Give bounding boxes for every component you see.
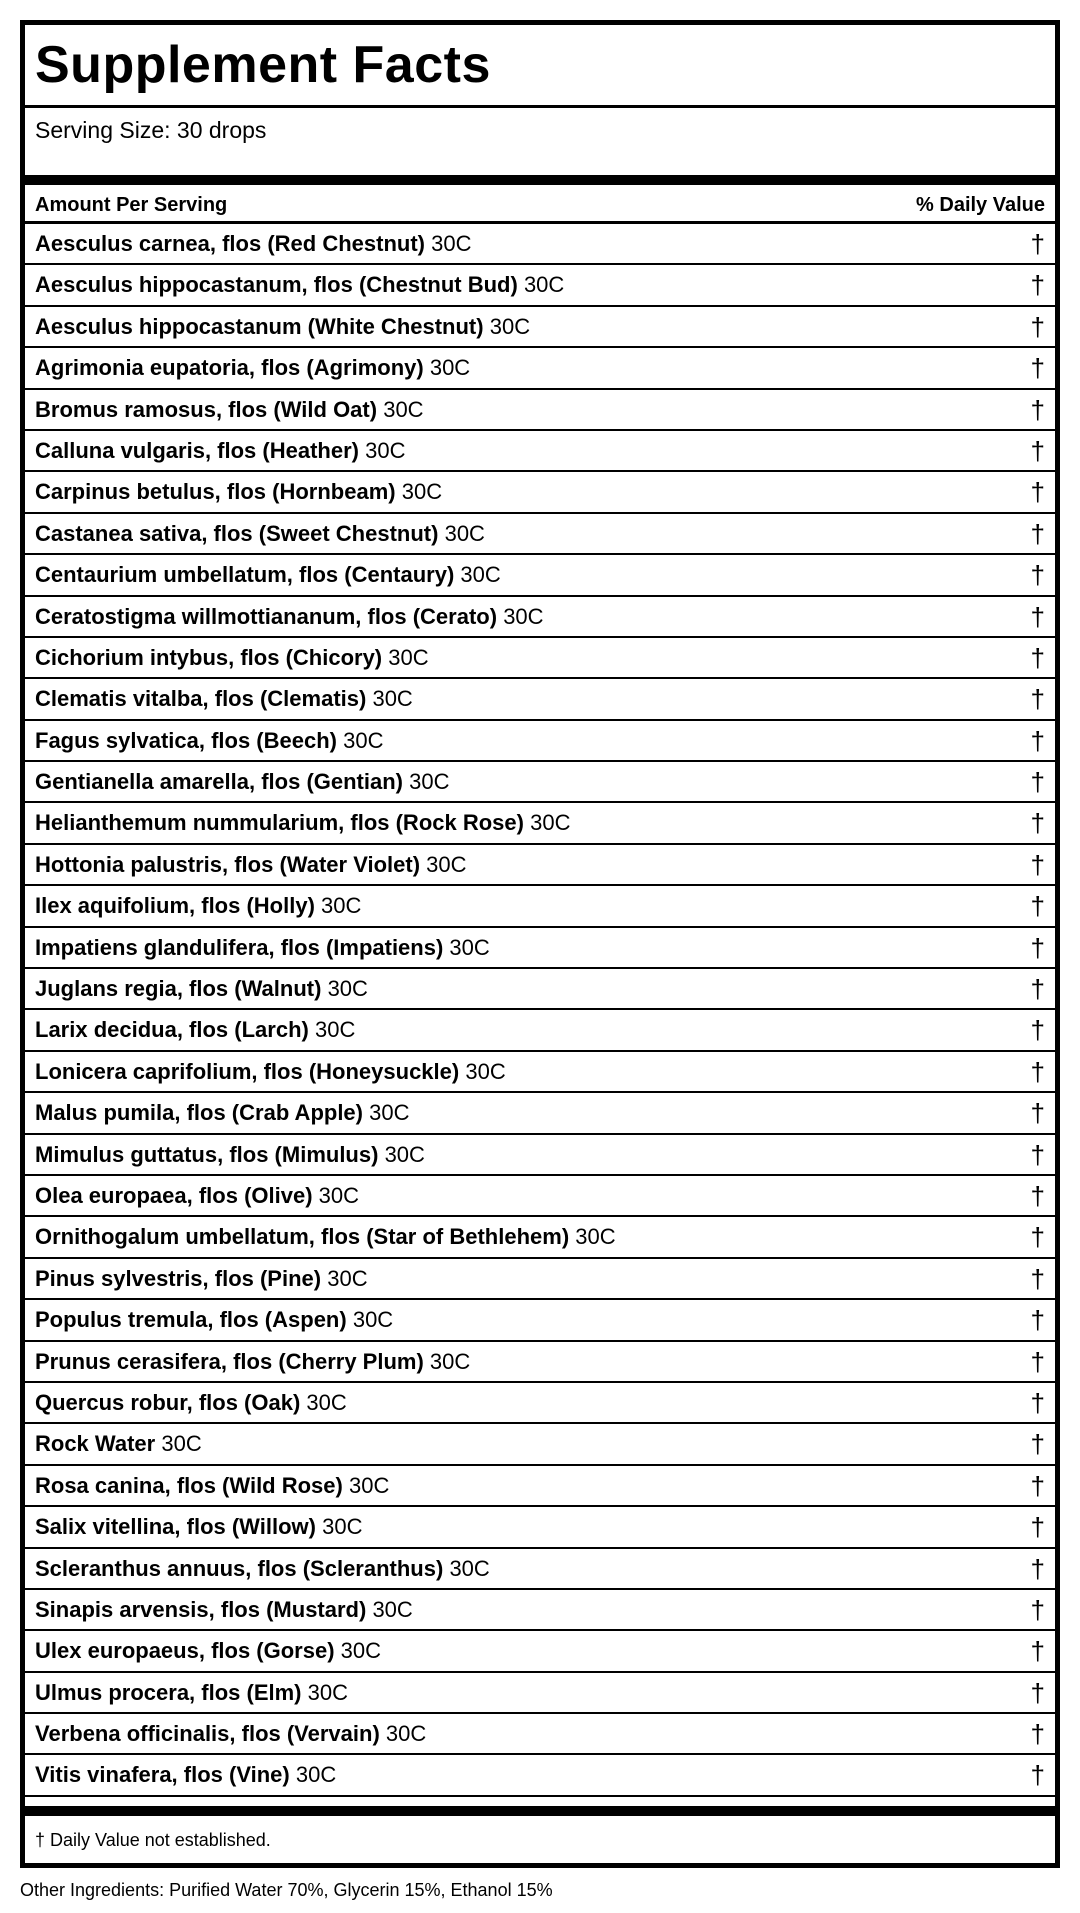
ingredient-name (35, 437, 405, 465)
ingredient-amount: 30C (426, 851, 467, 877)
ingredient-row (25, 1549, 1055, 1590)
ingredient-latin-name: Fagus sylvatica, flos (Beech) (35, 727, 337, 753)
ingredient-name (35, 975, 368, 1003)
ingredient-latin-name: Impatiens glandulifera, flos (Impatiens) (35, 934, 444, 960)
ingredient-amount: 30C (352, 1307, 394, 1333)
ingredient-name (35, 1679, 348, 1707)
ingredient-name (35, 1596, 413, 1624)
ingredient-latin-name: Centaurium umbellatum, flos (Centaury) (35, 562, 455, 588)
ingredient-daily-value: † (1030, 642, 1045, 673)
ingredient-daily-value: † (1030, 1636, 1045, 1667)
ingredient-row (25, 679, 1055, 720)
ingredient-name (35, 1430, 202, 1458)
ingredient-daily-value: † (1030, 974, 1045, 1005)
ingredient-amount: 30C (385, 1721, 427, 1747)
ingredient-list (25, 224, 1055, 1797)
ingredient-amount: 30C (388, 644, 429, 670)
ingredient-latin-name: Salix vitellina, flos (Willow) (35, 1514, 316, 1540)
ingredient-latin-name: Rock Water (35, 1431, 156, 1457)
ingredient-name (35, 1058, 506, 1086)
daily-value-label: % Daily Value (916, 194, 1045, 216)
ingredient-name (35, 1389, 347, 1417)
ingredient-name (35, 1306, 393, 1334)
ingredient-row (25, 1176, 1055, 1217)
ingredient-amount: 30C (431, 231, 472, 256)
column-header (25, 185, 1055, 224)
ingredient-row (25, 472, 1055, 513)
ingredient-row (25, 721, 1055, 762)
ingredient-daily-value: † (1030, 1594, 1045, 1625)
ingredient-daily-value: † (1030, 849, 1045, 880)
ingredient-latin-name: Clematis vitalba, flos (Clematis) (35, 686, 367, 712)
ingredient-latin-name: Vitis vinafera, flos (Vine) (35, 1762, 290, 1788)
footnote: † Daily Value not established. (35, 1830, 271, 1850)
ingredient-latin-name: Ornithogalum umbellatum, flos (Star of Bethlehem) (35, 1224, 570, 1250)
ingredient-daily-value: † (1030, 1512, 1045, 1543)
ingredient-amount: 30C (465, 1058, 506, 1084)
ingredient-latin-name: Rosa canina, flos (Wild Rose) (35, 1472, 343, 1498)
ingredient-daily-value: † (1030, 1677, 1045, 1708)
ingredient-name (35, 727, 383, 755)
ingredient-name (35, 892, 361, 920)
ingredient-latin-name: Mimulus guttatus, flos (Mimulus) (35, 1141, 379, 1167)
ingredient-name (35, 520, 485, 548)
ingredient-daily-value: † (1030, 1139, 1045, 1170)
ingredient-daily-value: † (1030, 229, 1045, 259)
ingredient-amount: 30C (318, 1182, 360, 1208)
ingredient-daily-value: † (1030, 518, 1045, 549)
ingredient-daily-value: † (1030, 725, 1045, 756)
ingredient-name (35, 603, 544, 631)
ingredient-amount: 30C (429, 355, 471, 381)
ingredient-latin-name: Aesculus hippocastanum (White Chestnut) (35, 313, 484, 339)
ingredient-daily-value: † (1030, 1553, 1045, 1584)
ingredient-name (35, 230, 471, 258)
ingredient-amount: 30C (449, 934, 490, 960)
ingredient-amount: 30C (401, 479, 443, 505)
ingredient-latin-name: Pinus sylvestris, flos (Pine) (35, 1265, 322, 1291)
ingredient-name (35, 1761, 336, 1789)
ingredient-name (35, 478, 442, 506)
ingredient-latin-name: Cichorium intybus, flos (Chicory) (35, 644, 383, 670)
ingredient-row (25, 928, 1055, 969)
ingredient-amount: 30C (369, 1100, 410, 1126)
ingredient-latin-name: Populus tremula, flos (Aspen) (35, 1307, 347, 1333)
ingredient-amount: 30C (503, 603, 544, 629)
ingredient-name (35, 1513, 362, 1541)
ingredient-daily-value: † (1030, 1056, 1045, 1087)
ingredient-name (35, 1182, 359, 1210)
ingredient-name (35, 1099, 409, 1127)
ingredient-latin-name: Calluna vulgaris, flos (Heather) (35, 437, 359, 463)
ingredient-name (35, 809, 570, 837)
ingredient-amount: 30C (523, 272, 565, 298)
ingredient-daily-value: † (1030, 1015, 1045, 1046)
ingredient-latin-name: Olea europaea, flos (Olive) (35, 1182, 313, 1208)
serving-size-section (25, 108, 1055, 185)
ingredient-daily-value: † (1030, 1387, 1045, 1418)
ingredient-daily-value: † (1030, 311, 1045, 342)
ingredient-amount: 30C (444, 520, 485, 546)
ingredient-amount: 30C (372, 686, 413, 712)
ingredient-daily-value: † (1030, 353, 1045, 384)
ingredient-latin-name: Aesculus carnea, flos (Red Chestnut) (35, 231, 425, 256)
ingredient-row (25, 1424, 1055, 1465)
ingredient-amount: 30C (384, 1141, 425, 1167)
ingredient-row (25, 762, 1055, 803)
ingredient-amount: 30C (327, 1265, 368, 1291)
ingredient-latin-name: Ulex europaeus, flos (Gorse) (35, 1638, 335, 1664)
ingredient-name (35, 1265, 368, 1293)
ingredient-row (25, 1590, 1055, 1631)
ingredient-row (25, 1052, 1055, 1093)
ingredient-latin-name: Scleranthus annuus, flos (Scleranthus) (35, 1555, 444, 1581)
ingredient-amount: 30C (314, 1017, 356, 1043)
ingredient-row (25, 265, 1055, 306)
ingredient-row (25, 1383, 1055, 1424)
ingredient-amount: 30C (530, 810, 571, 836)
ingredient-name (35, 1720, 426, 1748)
ingredient-amount: 30C (322, 1514, 363, 1540)
ingredient-row (25, 307, 1055, 348)
ingredient-amount: 30C (429, 1348, 471, 1374)
supplement-facts-panel (20, 20, 1060, 1868)
ingredient-row (25, 1300, 1055, 1341)
ingredient-amount: 30C (365, 437, 406, 463)
ingredient-row (25, 845, 1055, 886)
ingredient-name (35, 1555, 490, 1583)
ingredient-name (35, 1223, 616, 1251)
ingredient-row (25, 1217, 1055, 1258)
ingredient-row (25, 390, 1055, 431)
ingredient-daily-value: † (1030, 1263, 1045, 1294)
ingredient-name (35, 1141, 425, 1169)
ingredient-latin-name: Castanea sativa, flos (Sweet Chestnut) (35, 520, 439, 546)
ingredient-daily-value: † (1030, 1346, 1045, 1377)
ingredient-daily-value: † (1030, 270, 1045, 301)
ingredient-amount: 30C (340, 1638, 382, 1664)
ingredient-row (25, 1259, 1055, 1300)
ingredient-latin-name: Ulmus procera, flos (Elm) (35, 1679, 302, 1705)
serving-size: Serving Size: 30 drops (35, 117, 267, 143)
ingredient-row (25, 348, 1055, 389)
ingredient-latin-name: Larix decidua, flos (Larch) (35, 1017, 309, 1043)
ingredient-amount: 30C (348, 1472, 390, 1498)
ingredient-name (35, 644, 429, 672)
title-bar (25, 25, 1055, 108)
ingredient-daily-value: † (1030, 1470, 1045, 1501)
ingredient-latin-name: Gentianella amarella, flos (Gentian) (35, 769, 403, 795)
ingredient-name (35, 768, 449, 796)
ingredient-daily-value: † (1030, 1305, 1045, 1336)
ingredient-daily-value: † (1030, 1429, 1045, 1460)
ingredient-row (25, 224, 1055, 265)
ingredient-latin-name: Ceratostigma willmottiananum, flos (Cerato) (35, 603, 498, 629)
ingredient-row (25, 1093, 1055, 1134)
ingredient-daily-value: † (1030, 684, 1045, 715)
ingredient-name (35, 396, 424, 424)
ingredient-daily-value: † (1030, 767, 1045, 798)
ingredient-row (25, 1755, 1055, 1796)
ingredient-name (35, 1016, 355, 1044)
ingredient-latin-name: Malus pumila, flos (Crab Apple) (35, 1100, 363, 1126)
ingredient-daily-value: † (1030, 1222, 1045, 1253)
ingredient-daily-value: † (1030, 1098, 1045, 1129)
ingredient-latin-name: Bromus ramosus, flos (Wild Oat) (35, 396, 378, 422)
ingredient-daily-value: † (1030, 932, 1045, 963)
ingredient-row (25, 969, 1055, 1010)
ingredient-amount: 30C (307, 1679, 348, 1705)
ingredient-name (35, 1637, 381, 1665)
ingredient-name (35, 271, 564, 299)
ingredient-amount: 30C (372, 1596, 413, 1622)
ingredient-amount: 30C (449, 1555, 490, 1581)
ingredient-amount: 30C (460, 562, 501, 588)
ingredient-amount: 30C (575, 1224, 616, 1250)
ingredient-row (25, 1714, 1055, 1755)
ingredient-daily-value: † (1030, 601, 1045, 632)
ingredient-row (25, 1010, 1055, 1051)
ingredient-amount: 30C (295, 1762, 337, 1788)
ingredient-amount: 30C (306, 1389, 347, 1415)
ingredient-name (35, 1472, 389, 1500)
ingredient-daily-value: † (1030, 435, 1045, 466)
ingredient-daily-value: † (1030, 891, 1045, 922)
ingredient-daily-value: † (1030, 1180, 1045, 1211)
ingredient-row (25, 1631, 1055, 1672)
ingredient-amount: 30C (327, 976, 368, 1002)
ingredient-amount: 30C (409, 769, 450, 795)
ingredient-latin-name: Ilex aquifolium, flos (Holly) (35, 893, 315, 919)
ingredient-name (35, 561, 501, 589)
ingredient-latin-name: Agrimonia eupatoria, flos (Agrimony) (35, 355, 424, 381)
ingredient-row (25, 555, 1055, 596)
amount-per-serving-label: Amount Per Serving (35, 194, 228, 216)
ingredient-name (35, 354, 470, 382)
ingredient-row (25, 1342, 1055, 1383)
ingredient-row (25, 597, 1055, 638)
ingredient-latin-name: Prunus cerasifera, flos (Cherry Plum) (35, 1348, 424, 1374)
ingredient-row (25, 1507, 1055, 1548)
bottom-divider (25, 1806, 1055, 1816)
ingredient-name (35, 1348, 470, 1376)
ingredient-row (25, 638, 1055, 679)
other-ingredients: Other Ingredients: Purified Water 70%, Glycerin 15%, Ethanol 15% (20, 1880, 553, 1900)
ingredient-latin-name: Quercus robur, flos (Oak) (35, 1389, 301, 1415)
ingredient-daily-value: † (1030, 1760, 1045, 1791)
ingredient-daily-value: † (1030, 560, 1045, 591)
ingredient-latin-name: Aesculus hippocastanum, flos (Chestnut Bud) (35, 272, 518, 298)
ingredient-row (25, 1466, 1055, 1507)
ingredient-latin-name: Carpinus betulus, flos (Hornbeam) (35, 479, 396, 505)
ingredient-amount: 30C (321, 893, 362, 919)
ingredient-row (25, 514, 1055, 555)
ingredient-name (35, 934, 490, 962)
ingredient-amount: 30C (489, 313, 531, 339)
ingredient-amount: 30C (161, 1431, 202, 1457)
ingredient-latin-name: Verbena officinalis, flos (Vervain) (35, 1721, 380, 1747)
ingredient-latin-name: Juglans regia, flos (Walnut) (35, 976, 322, 1002)
ingredient-row (25, 1135, 1055, 1176)
ingredient-daily-value: † (1030, 477, 1045, 508)
ingredient-row (25, 1673, 1055, 1714)
ingredient-latin-name: Hottonia palustris, flos (Water Violet) (35, 851, 421, 877)
ingredient-amount: 30C (383, 396, 424, 422)
ingredient-latin-name: Helianthemum nummularium, flos (Rock Rose) (35, 810, 524, 836)
ingredient-name (35, 685, 413, 713)
ingredient-amount: 30C (343, 727, 384, 753)
ingredient-row (25, 886, 1055, 927)
ingredient-latin-name: Lonicera caprifolium, flos (Honeysuckle) (35, 1058, 460, 1084)
ingredient-daily-value: † (1030, 1719, 1045, 1750)
ingredient-row (25, 803, 1055, 844)
ingredient-latin-name: Sinapis arvensis, flos (Mustard) (35, 1596, 367, 1622)
ingredient-row (25, 431, 1055, 472)
ingredient-name (35, 313, 530, 341)
ingredient-name (35, 851, 467, 879)
ingredient-daily-value: † (1030, 394, 1045, 425)
ingredient-daily-value: † (1030, 808, 1045, 839)
panel-title: Supplement Facts (35, 36, 491, 94)
